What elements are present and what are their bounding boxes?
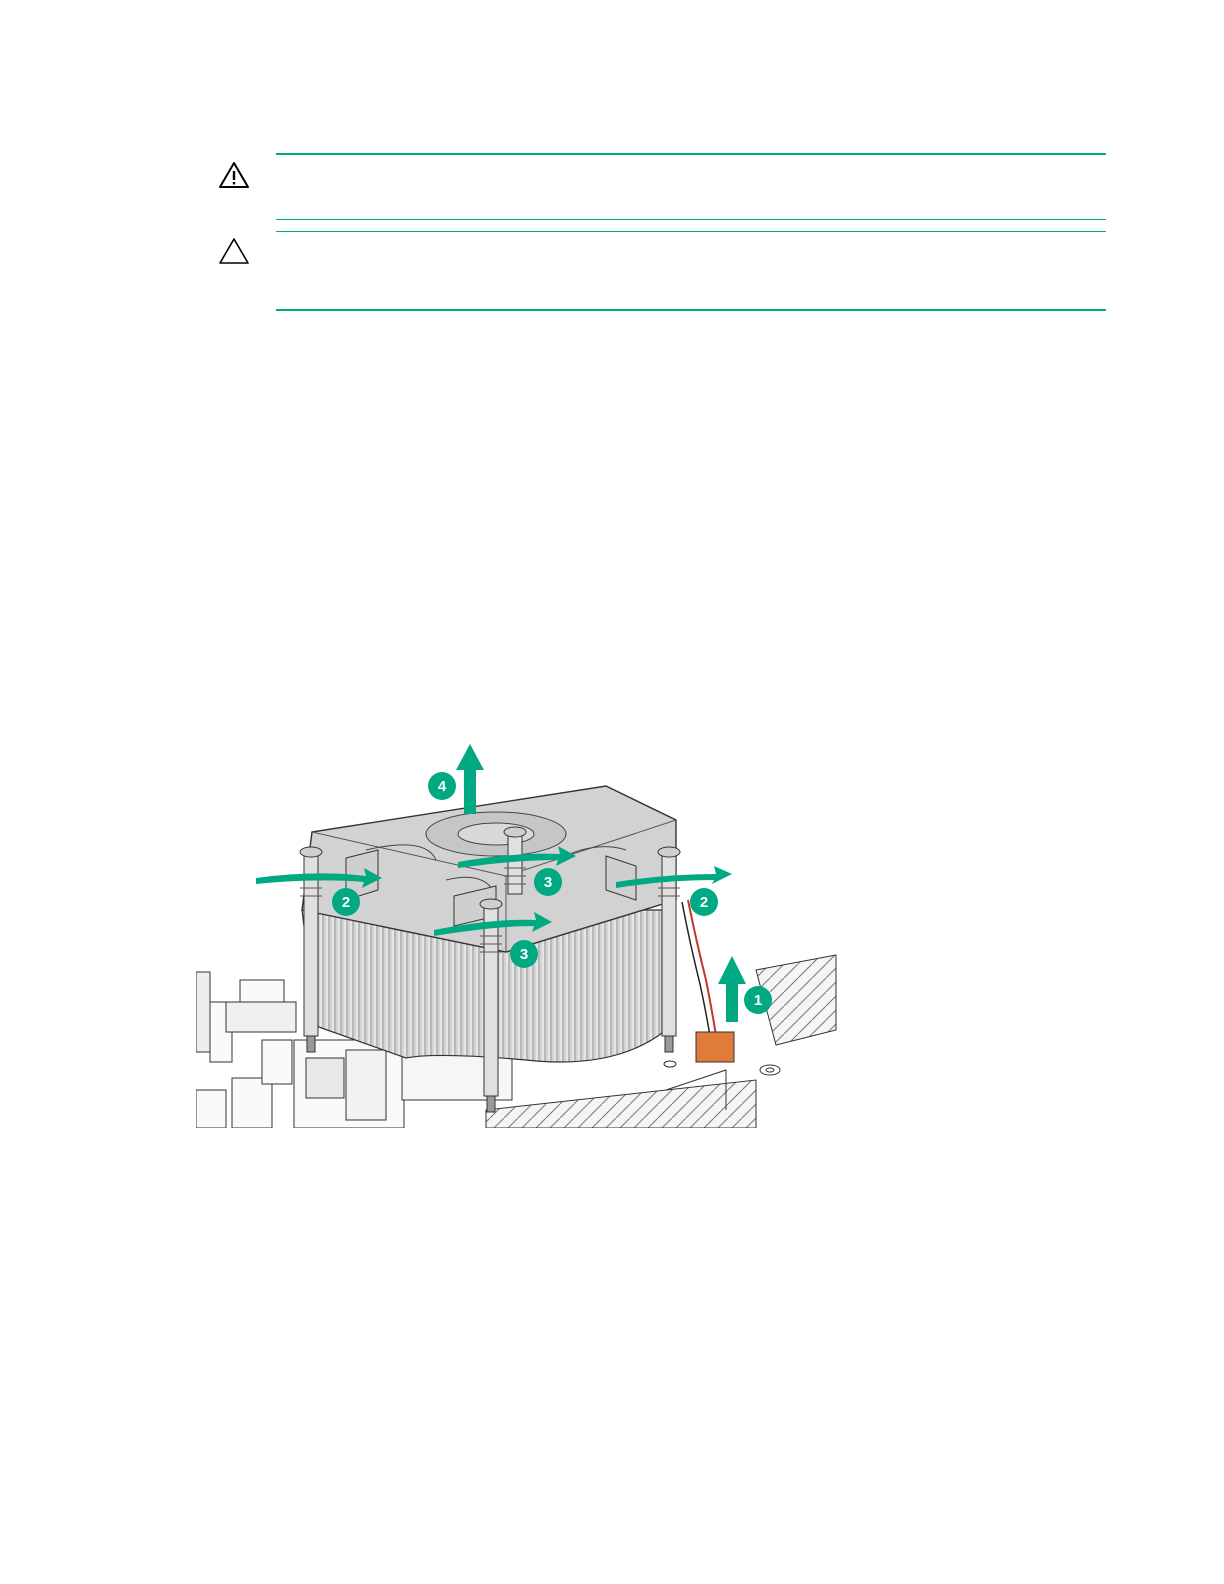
caution-icon [218,236,250,266]
callout-2-left-label: 2 [341,894,351,911]
callout-1-label: 1 [753,992,763,1009]
callout-2-left [332,888,360,916]
callout-3-lower-label: 3 [519,946,529,963]
heatsink-removal-illustration [196,740,838,1128]
callout-3-lower [510,940,538,968]
callout-2-right-label: 2 [699,894,709,911]
warning-bottom-rule [276,219,1106,220]
callout-4-label: 4 [437,778,447,795]
warning-top-rule [276,153,1106,155]
caution-top-rule [276,231,1106,232]
callout-2-right [690,888,718,916]
fan-connector [696,1032,734,1062]
callout-3-upper [534,868,562,896]
callout-3-upper-label: 3 [543,874,553,891]
callout-4 [428,772,456,800]
warning-icon [218,160,250,190]
fan-cable [682,900,716,1036]
caution-bottom-rule [276,309,1106,311]
callout-1 [744,986,772,1014]
